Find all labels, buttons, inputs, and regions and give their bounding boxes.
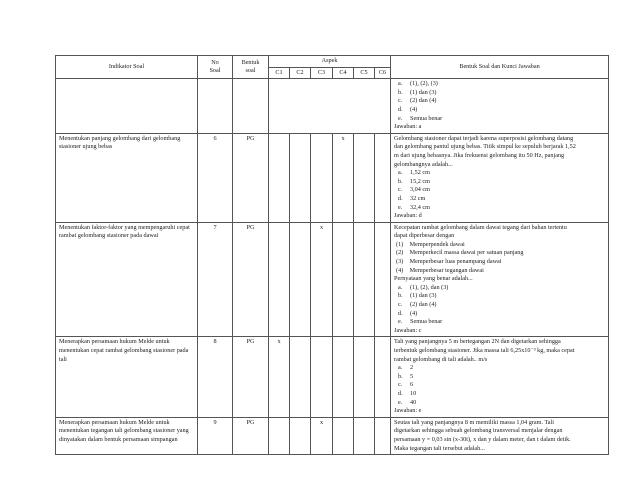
option-item: b. 5 (398, 372, 414, 380)
kunci-cell (391, 222, 609, 337)
option-item: b. (1) dan (3) (398, 292, 437, 300)
indikator-cell: Menentukan faktor-faktor yang mempengaruhi cepat rambat gelombang stasioner pada dawai (56, 222, 198, 337)
aspek-c5-cell (354, 222, 375, 337)
option-item: e. Semua benar (398, 318, 443, 326)
header-aspek-c3: C3 (311, 67, 333, 79)
statement-item: (4) Memperbesar tegangan dawai (396, 266, 484, 274)
question-line: Seutas tali yang panjangnya 8 m memiliki massa 1,04 gram. Tali (394, 418, 554, 426)
option-item: d. (4) (398, 309, 418, 317)
kunci-cell (391, 337, 609, 417)
option-item: e. Semua benar (398, 114, 443, 122)
aspek-c1-cell: x (269, 337, 290, 417)
answer-key: Jawaban: d (394, 212, 422, 220)
option-item: c. (2) dan (4) (398, 97, 437, 105)
bentuk-cell: PG (233, 222, 269, 337)
question-line: Maka tegangan tali tersebut adalah... (394, 444, 485, 452)
option-item: d. (4) (398, 105, 418, 113)
table-row (56, 133, 609, 222)
option-item: a. (1), (2), (3) (398, 80, 438, 88)
kunci-cell (391, 79, 609, 134)
header-kunci-jawaban: Bentuk Soal dan Kunci Jawaban (391, 56, 609, 79)
aspek-c3-cell: x (311, 417, 333, 454)
option-item: c. 3,04 cm (398, 186, 430, 194)
question-line: Tali yang panjangnya 5 m bertegangan 2N dan digetarkan sehingga (394, 338, 561, 346)
option-item: a. 2 (398, 364, 414, 372)
header-aspek: Aspek (269, 56, 391, 68)
aspek-c6-cell (375, 133, 391, 222)
kunci-cell (391, 417, 609, 454)
question-line: dapat diperbesar dengan (394, 232, 455, 240)
question-line: Kecepatan rambat gelombang dalam dawai tegang dari bahan tertentu (394, 223, 567, 231)
question-line: Pernyataan yang benar adalah... (394, 275, 473, 283)
aspek-c4-cell (333, 337, 354, 417)
option-item: b. (1) dan (3) (398, 88, 437, 96)
statement-item: (2) Memperkecil massa dawai per satuan panjang (396, 249, 524, 257)
no-cell: 7 (198, 222, 233, 337)
header-indikator: Indikator Soal (56, 56, 198, 79)
aspek-c1-cell (269, 133, 290, 222)
option-item: e. 40 (398, 398, 417, 406)
header-aspek-c2: C2 (290, 67, 311, 79)
option-item: c. (2) dan (4) (398, 301, 437, 309)
indikator-cell: Menerapkan persamaan hukum Melde untuk menentukan tegangan tali gelombang stasioner yang dinyatakan dalam bentuk persamaan simpangan (56, 417, 198, 454)
question-line: persamaan y = 0,03 sin (x-30t), x dan y dalam meter, dan t dalam detik. (394, 435, 571, 443)
no-cell (198, 79, 233, 134)
indikator-cell: Menerapkan persamaan hukum Melde untuk menentukan cepat rambat gelombang stasioner pada tali (56, 337, 198, 417)
aspek-c5-cell (354, 337, 375, 417)
aspek-c1-cell (269, 417, 290, 454)
question-grid-table (55, 55, 609, 455)
table-row (56, 337, 609, 417)
question-line: Gelombang stasioner dapat terjadi karena superposisi gelombang datang (394, 134, 574, 142)
aspek-cell (269, 79, 391, 134)
statement-item: (3) Memperbesar luas penampang dawai (396, 258, 502, 266)
header-aspek-c6: C6 (375, 67, 391, 79)
no-cell: 6 (198, 133, 233, 222)
aspek-c5-cell (354, 417, 375, 454)
header-bentuk-soal: Bentuk soal (233, 56, 269, 79)
table-row (56, 79, 609, 134)
question-line: gelombangnya adalah... (394, 160, 453, 168)
header-aspek-c5: C5 (354, 67, 375, 79)
aspek-c4-cell (333, 417, 354, 454)
option-item: d. 10 (398, 389, 417, 397)
aspek-c6-cell (375, 337, 391, 417)
option-list (394, 364, 605, 407)
statement-list (394, 241, 605, 275)
question-line: m dari ujung bebasnya. Jika frekuensi gelombang itu 50 Hz, panjang (394, 151, 565, 159)
aspek-c6-cell (375, 417, 391, 454)
table-row (56, 417, 609, 454)
aspek-c2-cell (290, 222, 311, 337)
kunci-cell (391, 133, 609, 222)
header-aspek-c1: C1 (269, 67, 290, 79)
aspek-c2-cell (290, 337, 311, 417)
no-cell: 9 (198, 417, 233, 454)
option-item: b. 15,2 cm (398, 177, 430, 185)
bentuk-cell: PG (233, 337, 269, 417)
option-item: e. 32,4 cm (398, 203, 430, 211)
header-no-soal: No Soal (198, 56, 233, 79)
aspek-c4-cell: x (333, 133, 354, 222)
aspek-c2-cell (290, 417, 311, 454)
aspek-c1-cell (269, 222, 290, 337)
bentuk-cell: PG (233, 417, 269, 454)
option-list (394, 284, 605, 327)
aspek-c5-cell (354, 133, 375, 222)
question-line: dan gelombang pantul ujung bebas. Titik simpul ke sepuluh berjarak 1,52 (394, 143, 576, 151)
option-item: c. 6 (398, 381, 414, 389)
question-line: terbentuk gelombang stasioner. Jika massa tali 6,25x10⁻³ kg, maka cepat (394, 347, 575, 354)
answer-key: Jawaban: e (394, 407, 422, 415)
no-cell: 8 (198, 337, 233, 417)
indikator-cell (56, 79, 198, 134)
question-line: digetarkan sehingga sebuah gelombang transversal menjalar dengan (394, 427, 563, 435)
option-list (394, 169, 605, 212)
aspek-c3-cell (311, 133, 333, 222)
table-row (56, 222, 609, 337)
question-line: rambat gelombang di tali adalah.. m/s (394, 355, 488, 363)
option-item: d. 32 cm (398, 194, 426, 202)
aspek-c3-cell: x (311, 222, 333, 337)
bentuk-cell: PG (233, 133, 269, 222)
bentuk-cell (233, 79, 269, 134)
option-item: a. 1,52 cm (398, 169, 430, 177)
aspek-c3-cell (311, 337, 333, 417)
option-item: a. (1), (2), dan (3) (398, 283, 449, 291)
answer-key: Jawaban: a (394, 123, 422, 131)
header-aspek-c4: C4 (333, 67, 354, 79)
aspek-c4-cell (333, 222, 354, 337)
statement-item: (1) Memperpendek dawai (396, 240, 465, 248)
aspek-c2-cell (290, 133, 311, 222)
option-list (394, 80, 605, 123)
indikator-cell: Menentukan panjang gelombang dari gelombang stasioner ujung bebas (56, 133, 198, 222)
aspek-c6-cell (375, 222, 391, 337)
answer-key: Jawaban: c (394, 326, 422, 334)
